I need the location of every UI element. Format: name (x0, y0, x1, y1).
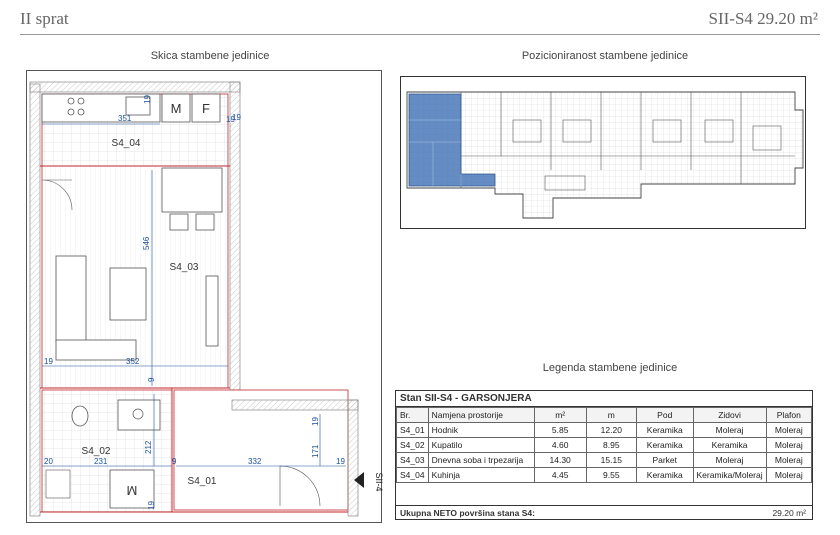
cell: 5.85 (534, 423, 586, 438)
dim-19-e: 19 (336, 457, 345, 466)
dim-352: 352 (126, 357, 140, 366)
cell: 4.45 (534, 468, 586, 483)
cell: Keramika (636, 468, 693, 483)
col-head: m (586, 408, 636, 423)
dim-231: 231 (94, 457, 108, 466)
dim-20: 20 (44, 457, 53, 466)
tv-unit (206, 276, 218, 346)
floor-plan (26, 70, 382, 523)
cell: 15.15 (586, 453, 636, 468)
table-row (397, 423, 812, 438)
wall-top (30, 82, 240, 92)
room-label-s4-01: S4_01 (187, 476, 217, 487)
coffee-table (110, 268, 146, 320)
cell: Keramika (636, 438, 693, 453)
sofa (56, 256, 86, 342)
cell: Moleraj (693, 423, 766, 438)
dim-19-g: 19 (232, 113, 241, 122)
cell: Kuhinja (428, 468, 534, 483)
dim-9-a: 9 (147, 377, 156, 382)
legend-grid (396, 407, 812, 483)
cell: Keramika/Moleraj (693, 468, 766, 483)
col-head: Pod (636, 408, 693, 423)
header-divider (20, 34, 820, 35)
dim-19-b: 19 (226, 115, 235, 124)
legend-table (395, 390, 813, 520)
cell: Moleraj (766, 423, 811, 438)
total-label: Ukupna NETO površina stana S4: (400, 508, 535, 518)
col-head: Namjena prostorije (428, 408, 534, 423)
cell: 4.60 (534, 438, 586, 453)
cell: S4_02 (397, 438, 429, 453)
sketch-caption: Skica stambene jedinice (150, 50, 270, 62)
col-head: Br. (397, 408, 429, 423)
dim-212: 212 (144, 440, 153, 454)
table-row (397, 438, 812, 453)
wall-left (30, 84, 40, 516)
floor-title: II sprat (20, 9, 69, 28)
room-label-s4-04: S4_04 (111, 138, 141, 149)
unit-title: SII-S4 29.20 m² (708, 9, 818, 28)
cell: Keramika (636, 423, 693, 438)
position-caption: Pozicioniranost stambene jedinice (521, 50, 689, 62)
cell: S4_04 (397, 468, 429, 483)
legend-caption: Legenda stambene jedinice (542, 362, 678, 374)
building-outline (407, 92, 803, 218)
f-box-label: F (202, 101, 210, 116)
cell: Moleraj (693, 453, 766, 468)
dim-351: 351 (118, 114, 132, 123)
wall-right (230, 82, 240, 390)
legend-total-row (396, 505, 812, 519)
m-box-label: M (170, 101, 182, 116)
cell: Moleraj (766, 468, 811, 483)
legend-title: Stan SII-S4 - GARSONJERA (396, 391, 812, 407)
cell: Kupatilo (428, 438, 534, 453)
cell: 8.95 (586, 438, 636, 453)
table-row (397, 453, 812, 468)
cell: Moleraj (766, 453, 811, 468)
room-label-s4-03: S4_03 (169, 262, 199, 273)
cell: S4_03 (397, 453, 429, 468)
table-row (397, 468, 812, 483)
dim-19-d: 19 (311, 417, 320, 426)
room-label-s4-02: S4_02 (81, 446, 111, 457)
cell: 14.30 (534, 453, 586, 468)
cell: Keramika (693, 438, 766, 453)
col-head: Plafon (766, 408, 811, 423)
dim-332: 332 (248, 457, 262, 466)
cell: Moleraj (766, 438, 811, 453)
dining-table (162, 168, 222, 212)
legend-header-row (397, 408, 812, 423)
total-value: 29.20 m² (772, 508, 806, 518)
toilet (72, 406, 88, 426)
section-mark: SII-4 (374, 472, 384, 492)
cell: Hodnik (428, 423, 534, 438)
cell: Dnevna soba i trpezarija (428, 453, 534, 468)
cell: S4_01 (397, 423, 429, 438)
dim-171: 171 (311, 444, 320, 458)
dim-19-f: 19 (147, 501, 156, 510)
col-head: m² (534, 408, 586, 423)
dim-19-a: 19 (143, 95, 152, 104)
washer-label: M (126, 483, 138, 498)
building-plan (405, 80, 805, 225)
cell: 12.20 (586, 423, 636, 438)
dim-546: 546 (142, 236, 151, 250)
cell: 9.55 (586, 468, 636, 483)
col-head: Zidovi (693, 408, 766, 423)
dim-19-c: 19 (44, 357, 53, 366)
dim-9-b: 9 (172, 457, 177, 466)
cell: Parket (636, 453, 693, 468)
